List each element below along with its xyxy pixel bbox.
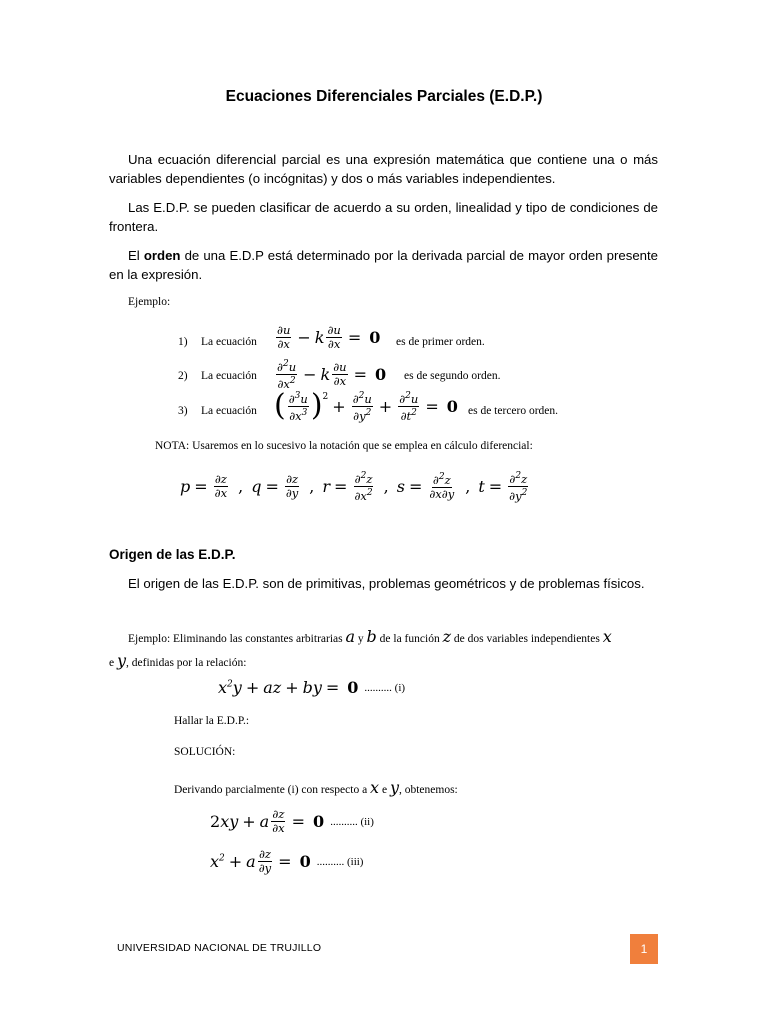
example-1-number: 1) [178, 336, 188, 348]
paragraph-origin: El origen de las E.D.P. son de primitivas, problemas geométricos y de problemas físicos. [128, 576, 645, 591]
example-1-suffix: es de primer orden. [396, 336, 485, 348]
equation-second-order: $\frac{\partial^2u}{\partial x^2}$ − k $\frac{\partial u}{\partial x}$ = 0 [277, 359, 387, 391]
notation-equations: p = $\frac{\partial z}{\partial x}$ , q = $\frac{\partial z}{\partial y}$ , r = $\frac{\partial^2z}{\partial x^2}$ , s = $\frac{\partial^2z}{\partial x\partial y}$ , t = $\frac{\partial^2z}{\partial y^2}$ [180, 471, 528, 503]
example-2-label: La ecuación [201, 370, 257, 382]
equation-first-order: $\frac{\partial u}{\partial x}$ − k $\frac{\partial u}{\partial x}$ = 0 [277, 323, 381, 351]
example-3-label: La ecuación [201, 405, 257, 417]
example-label: Ejemplo: [128, 296, 171, 308]
solucion-text: SOLUCIÓN: [174, 746, 236, 758]
hallar-text: Hallar la E.D.P.: [174, 715, 250, 727]
example-3-suffix: es de tercero orden. [468, 405, 559, 417]
nota-text: NOTA: Usaremos en lo sucesivo la notación que se emplea en cálculo diferencial: [155, 440, 533, 452]
footer-university: UNIVERSIDAD NACIONAL DE TRUJILLO [117, 942, 322, 954]
example-1-label: La ecuación [201, 336, 257, 348]
example-2-suffix: es de segundo orden. [404, 370, 501, 382]
bold-orden: orden [143, 248, 181, 263]
equation-i: $x^2y$ + az + by = 0 .......... (i) [218, 678, 406, 697]
paragraph-classification: Las E.D.P. se pueden clasificar de acuerdo a su orden, linealidad y tipo de condiciones de frontera. [109, 200, 658, 234]
equation-third-order: ( $\frac{\partial^3u}{\partial x^3}$ ) $^2$ + $\frac{\partial^2u}{\partial y^2}$ + $\frac{\partial^2u}{\partial t^2}$ = 0 [274, 388, 458, 424]
paragraph-definition: Una ecuación diferencial parcial es una expresión matemática que contiene una o más variables dependientes (o incógnitas) y dos o más variables independientes. [109, 152, 658, 186]
equation-ii: 2 xy + a $\frac{\partial z}{\partial x}$ = 0 .......... (ii) [210, 807, 374, 835]
section-heading: Origen de las E.D.P. [109, 547, 236, 562]
page-number-badge: 1 [630, 934, 658, 964]
equation-iii: $x^2$ + a $\frac{\partial z}{\partial y}$ = 0 .......... (iii) [210, 847, 364, 875]
derivando-text: Derivando parcialmente (i) con respecto a x e y, obtenemos: [174, 778, 458, 797]
example-3-number: 3) [178, 405, 188, 417]
example-2-number: 2) [178, 370, 188, 382]
paragraph-order: El orden de una E.D.P está determinado por la derivada parcial de mayor orden presente en la expresión. [109, 248, 659, 282]
document-title: Ecuaciones Diferenciales Parciales (E.D.P.) [225, 88, 543, 105]
example-2-paragraph: Ejemplo: Eliminando las constantes arbitrarias a y b de la función z de dos variables independientes x e y, definidas por la relación: [109, 627, 612, 670]
